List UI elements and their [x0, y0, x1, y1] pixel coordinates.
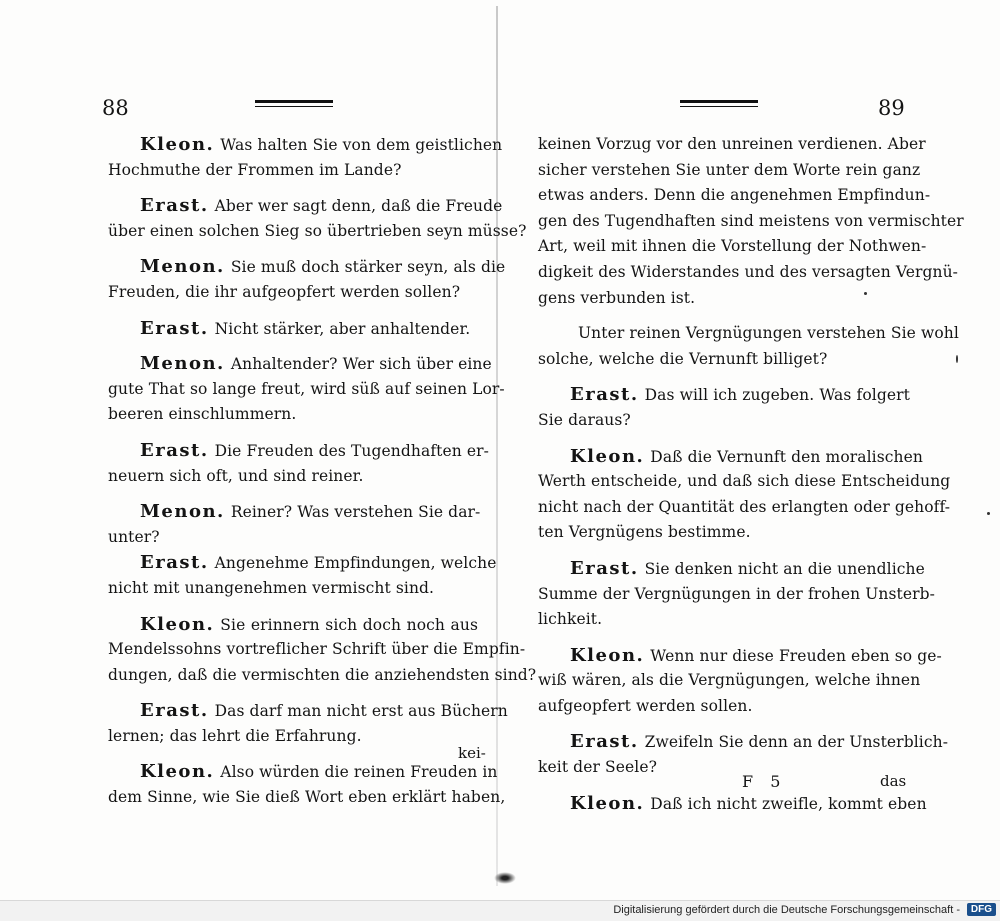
- text-line: [108, 316, 478, 342]
- line-text: Die Freuden des Tugendhaften er-: [214, 441, 489, 460]
- text-line: [108, 438, 489, 464]
- text-line: [538, 694, 910, 720]
- text-line: [538, 643, 942, 669]
- text-line: [108, 499, 481, 525]
- text-line: [538, 347, 910, 373]
- line-text: keit der Seele?: [538, 758, 658, 777]
- text-line: [538, 607, 910, 633]
- text-line: [108, 637, 526, 663]
- text-line: [538, 321, 959, 347]
- line-text: digkeit des Widerstandes und des versagten Vergnü-: [538, 262, 958, 281]
- speaker-name: Kleon.: [570, 644, 645, 666]
- speaker-name: Erast.: [140, 552, 209, 574]
- dfg-logo: DFG: [967, 903, 996, 916]
- speaker-name: Erast.: [140, 195, 209, 217]
- line-text: nicht mit unangenehmen vermischt sind.: [108, 578, 435, 597]
- speaker-name: Kleon.: [140, 134, 215, 155]
- speaker-name: Erast.: [570, 384, 639, 406]
- left-header-rule: [255, 100, 333, 107]
- line-text: Reiner? Was verstehen Sie dar-: [230, 503, 481, 522]
- text-line: [108, 759, 498, 785]
- line-text: Angenehme Empfindungen, welche: [214, 554, 497, 573]
- text-line: [108, 724, 478, 750]
- text-line: [538, 729, 949, 755]
- line-text: gute That so lange freut, wird süß auf seinen Lor-: [108, 379, 505, 398]
- speaker-name: Erast.: [140, 700, 209, 722]
- speaker-name: Kleon.: [570, 792, 645, 814]
- line-text: Summe der Vergnügungen in der frohen Unsterb-: [538, 584, 935, 603]
- text-line: [108, 785, 506, 811]
- line-text: über einen solchen Sieg so übertrieben seyn müsse?: [108, 221, 527, 240]
- text-line: [108, 663, 537, 689]
- speaker-name: Erast.: [570, 731, 639, 753]
- line-text: lernen; das lehrt die Erfahrung.: [108, 726, 362, 745]
- text-line: [538, 382, 910, 408]
- text-line: [108, 525, 478, 551]
- text-line: [538, 209, 964, 235]
- line-text: lichkeit.: [538, 610, 603, 629]
- text-line: [108, 254, 506, 280]
- text-line: [538, 234, 927, 260]
- right-page-number: 89: [878, 96, 905, 120]
- speaker-name: Erast.: [140, 317, 209, 339]
- right-header-rule: [680, 100, 758, 107]
- text-line: [538, 469, 951, 495]
- text-line: [538, 286, 910, 312]
- text-line: [538, 408, 910, 434]
- text-line: [538, 444, 923, 470]
- text-line: [108, 351, 492, 377]
- print-speck: [864, 292, 867, 295]
- line-text: gen des Tugendhaften sind meistens von vermischter: [538, 211, 964, 230]
- speaker-name: Menon.: [140, 353, 225, 375]
- line-text: Das darf man nicht erst aus Büchern: [214, 702, 508, 721]
- line-text: Nicht stärker, aber anhaltender.: [214, 319, 471, 338]
- footer-credit: Digitalisierung gefördert durch die Deutsche Forschungsgemeinschaft -: [613, 904, 960, 916]
- text-line: [108, 280, 478, 306]
- speaker-name: Kleon.: [570, 445, 645, 467]
- line-text: wiß wären, als die Vergnügungen, welche ihnen: [538, 671, 921, 690]
- line-text: keinen Vorzug vor den unreinen verdienen. Aber: [538, 135, 926, 153]
- text-line: [538, 132, 926, 158]
- text-line: [108, 550, 497, 576]
- text-line: [108, 193, 503, 219]
- line-text: Freuden, die ihr aufgeopfert werden sollen?: [108, 282, 461, 301]
- line-text: Das will ich zugeben. Was folgert: [644, 386, 910, 405]
- line-text: ten Vergnügens bestimme.: [538, 523, 751, 542]
- line-text: solche, welche die Vernunft billiget?: [538, 349, 828, 368]
- line-text: Sie denken nicht an die unendliche: [644, 559, 925, 578]
- line-text: Sie muß doch stärker seyn, als die: [230, 258, 506, 277]
- text-line: [538, 260, 958, 286]
- text-line: [108, 402, 478, 428]
- speaker-name: Kleon.: [140, 761, 215, 783]
- line-text: Zweifeln Sie denn an der Unsterblich-: [644, 733, 949, 752]
- text-line: [108, 576, 478, 602]
- text-line: [108, 219, 527, 245]
- line-text: nicht nach der Quantität des erlangten oder gehoff-: [538, 497, 951, 516]
- line-text: Werth entscheide, und daß sich diese Entscheidung: [538, 472, 951, 491]
- line-text: etwas anders. Denn die angenehmen Empfindun-: [538, 186, 931, 205]
- line-text: Art, weil mit ihnen die Vorstellung der Nothwen-: [538, 237, 927, 256]
- line-text: dem Sinne, wie Sie dieß Wort eben erklärt haben,: [108, 788, 506, 807]
- text-line: [538, 668, 921, 694]
- line-text: Daß die Vernunft den moralischen: [650, 447, 923, 466]
- line-text: Anhaltender? Wer sich über eine: [230, 355, 492, 374]
- text-line: [538, 755, 910, 781]
- text-line: [108, 132, 503, 158]
- line-text: Was halten Sie von dem geistlichen: [220, 136, 503, 154]
- line-text: Sie daraus?: [538, 410, 631, 429]
- right-signature-mark: F 5: [742, 772, 787, 791]
- gutter-shadow: [494, 872, 516, 884]
- line-text: sicher verstehen Sie unter dem Worte rein ganz: [538, 160, 921, 179]
- text-line: [108, 158, 478, 184]
- left-page-number: 88: [102, 96, 129, 120]
- line-text: Wenn nur diese Freuden eben so ge-: [650, 646, 942, 665]
- line-text: neuern sich oft, und sind reiner.: [108, 466, 364, 485]
- text-line: [538, 556, 925, 582]
- text-line: [108, 377, 505, 403]
- speaker-name: Menon.: [140, 256, 225, 278]
- text-line: [538, 183, 931, 209]
- line-text: Also würden die reinen Freuden in: [220, 763, 498, 782]
- text-line: [108, 612, 478, 638]
- left-catchword: kei-: [458, 744, 486, 762]
- line-text: gens verbunden ist.: [538, 288, 696, 307]
- text-line: [538, 582, 935, 608]
- line-text: Mendelssohns vortreflicher Schrift über die Empfin-: [108, 640, 526, 659]
- print-speck: [956, 355, 958, 363]
- text-line: [108, 698, 508, 724]
- text-line: [538, 158, 921, 184]
- speaker-name: Menon.: [140, 501, 225, 523]
- right-catchword: das: [880, 772, 907, 790]
- line-text: dungen, daß die vermischten die anziehendsten sind?: [108, 665, 537, 684]
- footer-bar: [0, 900, 1000, 921]
- text-line: [108, 464, 478, 490]
- speaker-name: Erast.: [140, 439, 209, 461]
- line-text: aufgeopfert werden sollen.: [538, 696, 753, 715]
- line-text: Sie erinnern sich doch noch aus: [220, 615, 478, 634]
- line-text: Aber wer sagt denn, daß die Freude: [214, 197, 503, 216]
- line-text: Unter reinen Vergnügungen verstehen Sie wohl: [578, 324, 959, 343]
- right-page-text: [538, 132, 964, 816]
- speaker-name: Erast.: [570, 557, 639, 579]
- speaker-name: Kleon.: [140, 613, 215, 635]
- text-line: [538, 791, 927, 817]
- line-text: beeren einschlummern.: [108, 405, 297, 424]
- text-line: [538, 495, 951, 521]
- text-line: [538, 520, 910, 546]
- line-text: unter?: [108, 527, 160, 546]
- left-page-text: [108, 132, 537, 811]
- line-text: Hochmuthe der Frommen im Lande?: [108, 160, 402, 179]
- print-speck: [987, 512, 990, 515]
- line-text: Daß ich nicht zweifle, kommt eben: [650, 794, 927, 813]
